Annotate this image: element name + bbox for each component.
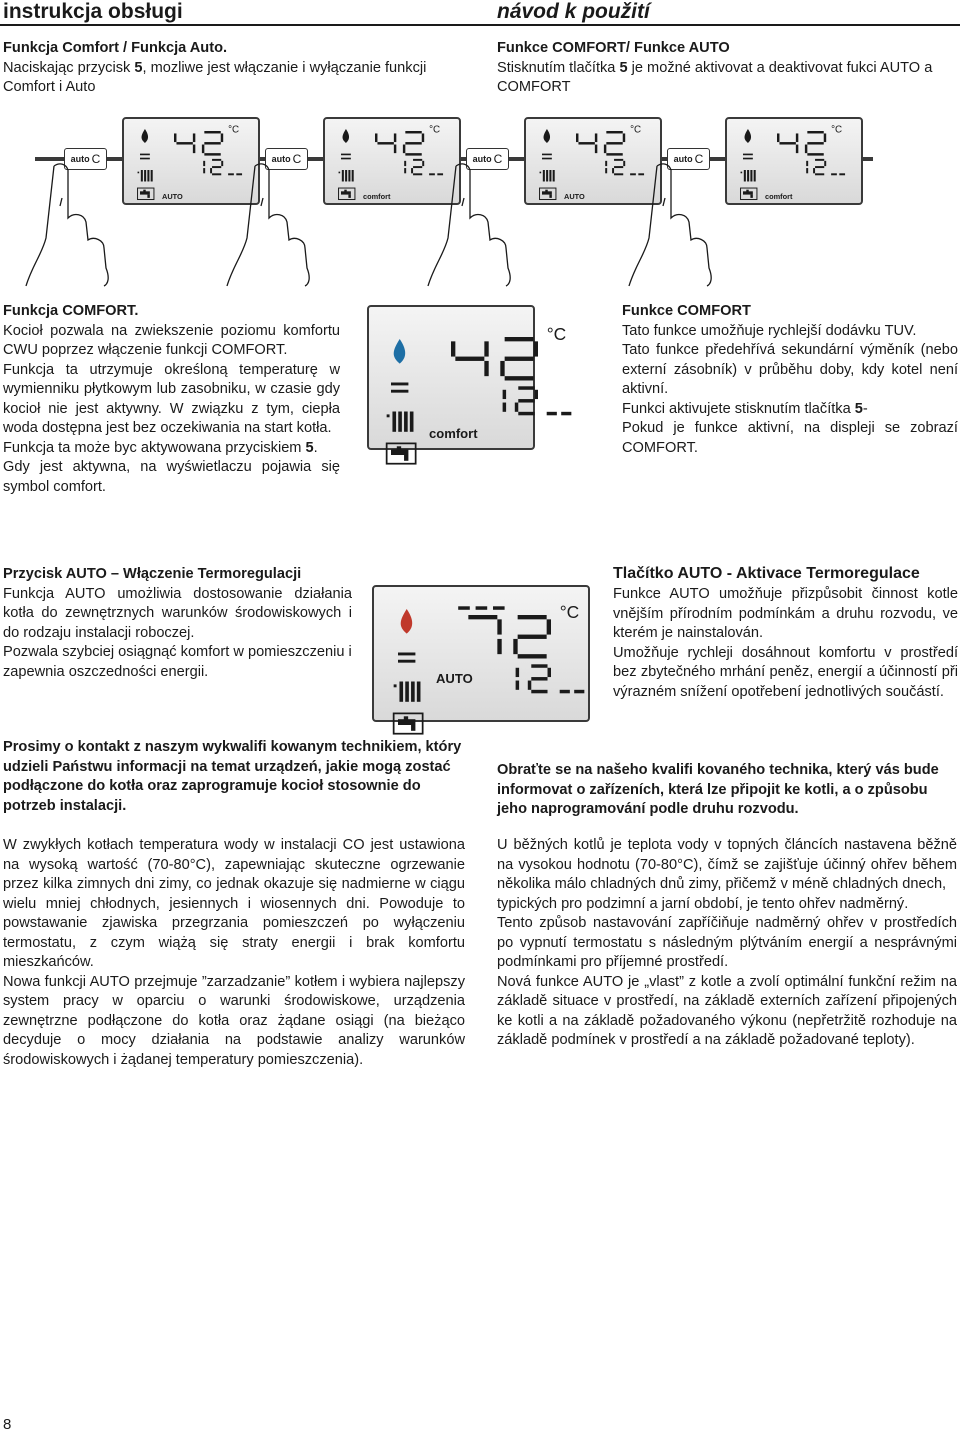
intro-pl-text: Naciskając przycisk: [3, 59, 135, 76]
unit-label: °C: [228, 124, 240, 136]
comfort-cz-paragraph: Pokud je funkce aktivní, na displeji se zobrazí COMFORT.: [622, 420, 958, 456]
equals-icon: [140, 154, 150, 156]
pressing-hand-icon: [627, 158, 737, 288]
intro-cz-text-end: je možné aktivovat a deaktivovat fukci AUTO a COMFORT: [497, 59, 933, 95]
mode-label: AUTO: [564, 192, 585, 201]
intro-cz-text: Stisknutím tlačítka: [497, 59, 620, 76]
comfort-cz-title: Funkce COMFORT: [622, 303, 751, 319]
radiator-icon: [540, 170, 555, 181]
intro-cz-title: Funkce COMFORT/ Funkce AUTO: [497, 40, 730, 56]
equals-icon: [542, 154, 552, 156]
tap-icon: [339, 188, 355, 199]
unit-label: °C: [630, 124, 642, 136]
intro-pl-button-num: 5: [134, 59, 143, 76]
auto-pl: [3, 565, 352, 682]
button-label: auto: [70, 154, 90, 164]
flame-icon: [745, 129, 751, 143]
header-rule: [0, 24, 960, 26]
radiator-icon: [387, 412, 414, 432]
comfort-pl-paragraph-end: .: [313, 439, 318, 456]
comfort-cz-paragraph-end: -: [862, 400, 868, 417]
pressing-hand-icon: [24, 158, 134, 288]
button-symbol: C: [694, 152, 704, 166]
equals-icon: [743, 154, 753, 156]
equals-icon: [391, 383, 408, 386]
bottom-cz-paragraph: U běžných kotlů je teplota vody v topných článcích nastavena běžně na vysokou hodnotu (70-80°C), čímž se zajišťuje účinný ohřev během několika málo chladných dnů zimy, přičemž v méně chladných dnech,: [497, 837, 957, 892]
pressing-hand-icon: [426, 158, 536, 288]
comfort-pl-button-num: 5: [305, 439, 314, 456]
tap-icon: [394, 713, 423, 733]
button-label: auto: [673, 154, 693, 164]
contact-cz: Obraťte se na našeho kvalifi kovaného technika, který vás bude informovat o zařízeních, která lze připojit ke kotli, a o způsobu jeho naprogramování podle druhu rozvodu.: [497, 762, 939, 817]
unit-label: °C: [429, 124, 441, 136]
lcd-display-comfort: [367, 305, 567, 450]
comfort-pl-title: Funkcja COMFORT.: [3, 303, 139, 319]
comfort-pl: [3, 302, 340, 497]
pressing-hand-icon: [225, 158, 335, 288]
comfort-cz: [622, 302, 958, 458]
mode-label: comfort: [429, 426, 478, 441]
comfort-cz-paragraph: Funkci aktivujete stisknutím tlačítka: [622, 400, 855, 417]
lcd-display-small: [725, 117, 863, 205]
bottom-cz-paragraph: typických pro podzimní a jarní období, je tento ohřev nadměrný.: [497, 895, 909, 912]
radiator-icon: [138, 170, 153, 181]
radiator-icon: [394, 682, 421, 702]
flame-icon: [394, 339, 405, 364]
bottom-pl-paragraph: W zwykłych kotłach temperatura wody w instalacji CO jest ustawiona na wysoką wartość (70-80°C), zapewniając skuteczne ogrzewanie przez kilka zimnych dni zimy, co jednak okazuje się nadmierne w ciągu wielu mniej chłodnych, jesiennych i wiosennych dni. Powoduje to powstawanie zjawiska przegrzania pomieszczeń po wyłączeniu termostatu, z czym wiążą się straty energii i brak komfortu mieszkańców.: [3, 837, 465, 970]
tap-icon: [540, 188, 556, 199]
equals-icon: [341, 154, 351, 156]
intro-pl-text-end: , mozliwe jest włączanie i wyłączanie funkcji Comfort i Auto: [3, 59, 427, 95]
lcd-display-auto: [372, 585, 590, 722]
flame-icon: [343, 129, 349, 143]
comfort-pl-paragraph: Gdy jest aktywna, na wyświetlaczu pojawia się symbol comfort.: [3, 459, 340, 495]
flame-icon: [544, 129, 550, 143]
bottom-cz: [497, 836, 957, 1051]
mode-label: comfort: [363, 192, 391, 201]
intro-pl-title: Funkcja Comfort / Funkcja Auto.: [3, 40, 228, 56]
radiator-icon: [339, 170, 354, 181]
auto-pl-paragraph: Funkcja AUTO umożliwia dostosowanie działania kotła do zewnętrznych warunków środowiskowych i do rodzaju instalacji roboczej.: [3, 585, 352, 641]
header-title-pl: instrukcja obsługi: [3, 0, 183, 23]
unit-label: °C: [559, 601, 580, 622]
comfort-pl-paragraph: Kocioł pozwala na zwiekszenie poziomu komfortu CWU poprzez włączenie funkcji COMFORT.: [3, 322, 340, 358]
comfort-cz-button-num: 5: [854, 400, 863, 417]
tap-icon: [387, 443, 416, 463]
auto-cz-title: Tlačítko AUTO - Aktivace Termoregulace: [613, 565, 920, 582]
comfort-cz-paragraph: Tato funkce předehřívá sekundární výměník (nebo externí zásobník) v průběhu doby, kdy kotel není aktivní.: [622, 342, 958, 397]
unit-label: °C: [546, 323, 567, 344]
button-label: auto: [472, 154, 492, 164]
unit-label: °C: [831, 124, 843, 136]
equals-icon: [398, 653, 415, 656]
comfort-pl-paragraph: Funkcja ta utrzymuje określoną temperaturę w wymienniku płytkowym lub zasobniku, w czasie gdy kocioł nie jest aktywny. W związku z tym, ciepła woda dostępna jest bez oczekiwania na start kotła.: [3, 361, 340, 436]
radiator-icon: [741, 170, 756, 181]
auto-cz: [613, 563, 958, 702]
bottom-cz-paragraph: Nová funkce AUTO je „vlast” z kotle a zvolí optimální funkční režim na základě situace v prostředí, na základě externích zařízení připojených ke kotli a na základě požadovaného výkonu (nepřetržitě rozhoduje na základě podmínek v prostředí a na základě požadované teploty).: [497, 973, 957, 1048]
auto-cz-paragraph: Funkce AUTO umožňuje přizpůsobit činnost kotle vnějším přírodním podmínkám a druhu rozvodu, ve kterém je nainstalován.: [613, 586, 958, 641]
bottom-pl-paragraph: Nowa funkcji AUTO przejmuje ”zarzadzanie” kotłem i wybiera najlepszy system pracy w oparciu o warunki środowiskowe, urządzenia zewnętrzne podłączone do kotła oraz żądane osiągi (na bieżąco decyduje o mocy działania na podstawie analizy warunków środowiskowych i żądanej temperatury pomieszczenia).: [3, 973, 465, 1068]
button-symbol: C: [292, 152, 302, 166]
auto-cz-paragraph: Umožňuje rychleji dosáhnout komfortu v prostředí bez zbytečného mrhání peněz, energií a účinností při výrazném snížení opotřebení jednotlivých součástí.: [613, 644, 958, 700]
intro-cz-button-num: 5: [619, 59, 628, 76]
mode-label: AUTO: [436, 671, 473, 686]
comfort-cz-paragraph: Tato funkce umožňuje rychlejší dodávku TUV.: [622, 322, 917, 339]
flame-icon: [142, 129, 148, 143]
bottom-pl: [3, 836, 465, 1070]
intro-cz: [497, 39, 959, 98]
button-label: auto: [271, 154, 291, 164]
comfort-pl-paragraph: Funkcja ta może byc aktywowana przyciskiem: [3, 439, 306, 456]
page-number: 8: [3, 1416, 12, 1433]
mode-label: AUTO: [162, 192, 183, 201]
flame-icon: [401, 609, 412, 634]
intro-pl: [3, 39, 473, 98]
bottom-cz-paragraph: Tento způsob nastavování zapříčiňuje nadměrný ohřev v prostředích po vypnutí termostatu s následným plýtváním energií a nesprávnými podmínkami pro příjemné prostředí.: [497, 915, 957, 970]
tap-icon: [138, 188, 154, 199]
button-symbol: C: [91, 152, 101, 166]
contact-pl: Prosimy o kontakt z naszym wykwalifi kowanym technikiem, który udzieli Państwu informacji na temat urządzeń, jakie mogą zostać podłączone do kotła oraz zaprogramuje kocioł stosownie do potrzeb instalacji.: [3, 739, 462, 814]
mode-label: comfort: [765, 192, 793, 201]
header-title-cz: návod k použití: [497, 0, 650, 23]
tap-icon: [741, 188, 757, 199]
button-symbol: C: [493, 152, 503, 166]
auto-pl-paragraph: Pozwala szybciej osiągnąć komfort w pomieszczeniu i zapewnia oszczedności energii.: [3, 644, 352, 680]
auto-pl-title: Przycisk AUTO – Włączenie Termoregulacji: [3, 566, 302, 582]
